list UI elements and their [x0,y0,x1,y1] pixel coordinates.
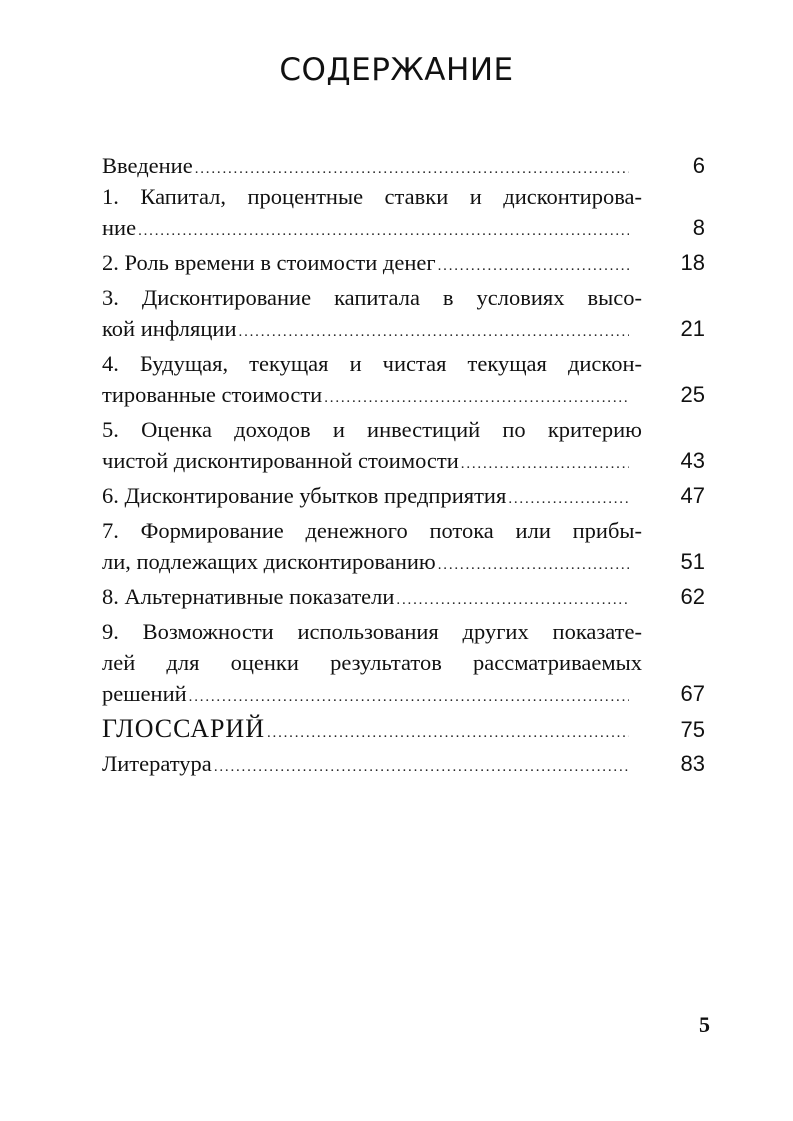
toc-entry-title: решений [102,681,187,706]
toc-entry-title: 8. Альтернативные показатели [102,584,395,609]
toc-page-number: 67 [680,681,705,706]
toc-page-number: 18 [680,250,705,275]
dot-leader [461,449,629,480]
toc-entry-title-line: 1. Капитал, процентные ставки и дисконтирова- [102,184,642,209]
toc-entry-title-line: 3. Дисконтирование капитала в условиях высо- [102,285,642,310]
toc-entry-chapter-7 [102,515,705,577]
toc-page-number: 62 [680,584,705,609]
dot-leader [239,317,629,348]
toc-page-number: 6 [692,153,705,178]
toc-entry-row [102,247,705,278]
toc-page-number: 75 [680,717,705,742]
toc-entry-row [102,748,705,779]
toc-page-number: 43 [680,448,705,473]
toc-page-number: 83 [680,751,705,776]
toc-entry-row [102,713,705,744]
dot-leader [138,216,629,247]
toc-entry-title: Введение [102,153,193,178]
toc-entry-row [102,379,705,410]
toc-entry-row [102,480,705,511]
dot-leader [438,251,629,282]
toc-page-number: 21 [680,316,705,341]
toc-entry-chapter-6 [102,480,705,511]
toc-page-number: 51 [680,549,705,574]
toc-entry-title: кой инфляции [102,316,237,341]
toc-entry-literature [102,748,705,779]
toc-entry-title: ние [102,215,137,240]
toc-entry-chapter-9 [102,616,705,709]
toc-entry-title-line: 7. Формирование денежного потока или прибы- [102,518,642,543]
toc-entry-title: 6. Дисконтирование убытков предприятия [102,483,507,508]
dot-leader [214,752,629,783]
toc-entry-chapter-4 [102,348,705,410]
toc-entry-row [102,150,705,181]
toc-entry-title: чистой дисконтированной стоимости [102,448,459,473]
toc-entry-title-line: лей для оценки результатов рассматриваемых [102,650,642,675]
page-number: 5 [699,1012,710,1037]
dot-leader [267,718,629,749]
table-of-contents [102,150,705,779]
toc-entry-row [102,313,705,344]
dot-leader [396,585,629,616]
toc-entry-row [102,445,705,476]
toc-page-number: 8 [692,215,705,240]
toc-entry-row [102,546,705,577]
toc-entry-title-line: 5. Оценка доходов и инвестиций по критерию [102,417,642,442]
toc-entry-row [102,678,705,709]
toc-entry-row [102,212,705,243]
toc-entry-chapter-2 [102,247,705,278]
toc-entry-chapter-5 [102,414,705,476]
toc-page-number: 47 [680,483,705,508]
page-title: СОДЕРЖАНИЕ [279,52,514,88]
toc-entry-title: ГЛОССАРИЙ [102,714,265,743]
dot-leader [438,550,629,581]
toc-entry-title: ли, подлежащих дисконтированию [102,549,436,574]
toc-entry-title: тированные стоимости [102,382,323,407]
toc-entry-title: 2. Роль времени в стоимости денег [102,250,436,275]
dot-leader [189,682,629,713]
toc-entry-title-line: 9. Возможности использования других показате- [102,619,642,644]
toc-entry-chapter-3 [102,282,705,344]
toc-entry-chapter-8 [102,581,705,612]
toc-entry-row [102,581,705,612]
toc-entry-glossary [102,713,705,744]
dot-leader [324,383,629,414]
toc-entry-title-line: 4. Будущая, текущая и чистая текущая дискон- [102,351,642,376]
toc-entry-chapter-1 [102,181,705,243]
toc-entry-introduction [102,150,705,181]
toc-entry-title: Литература [102,751,212,776]
dot-leader [508,484,629,515]
toc-page-number: 25 [680,382,705,407]
